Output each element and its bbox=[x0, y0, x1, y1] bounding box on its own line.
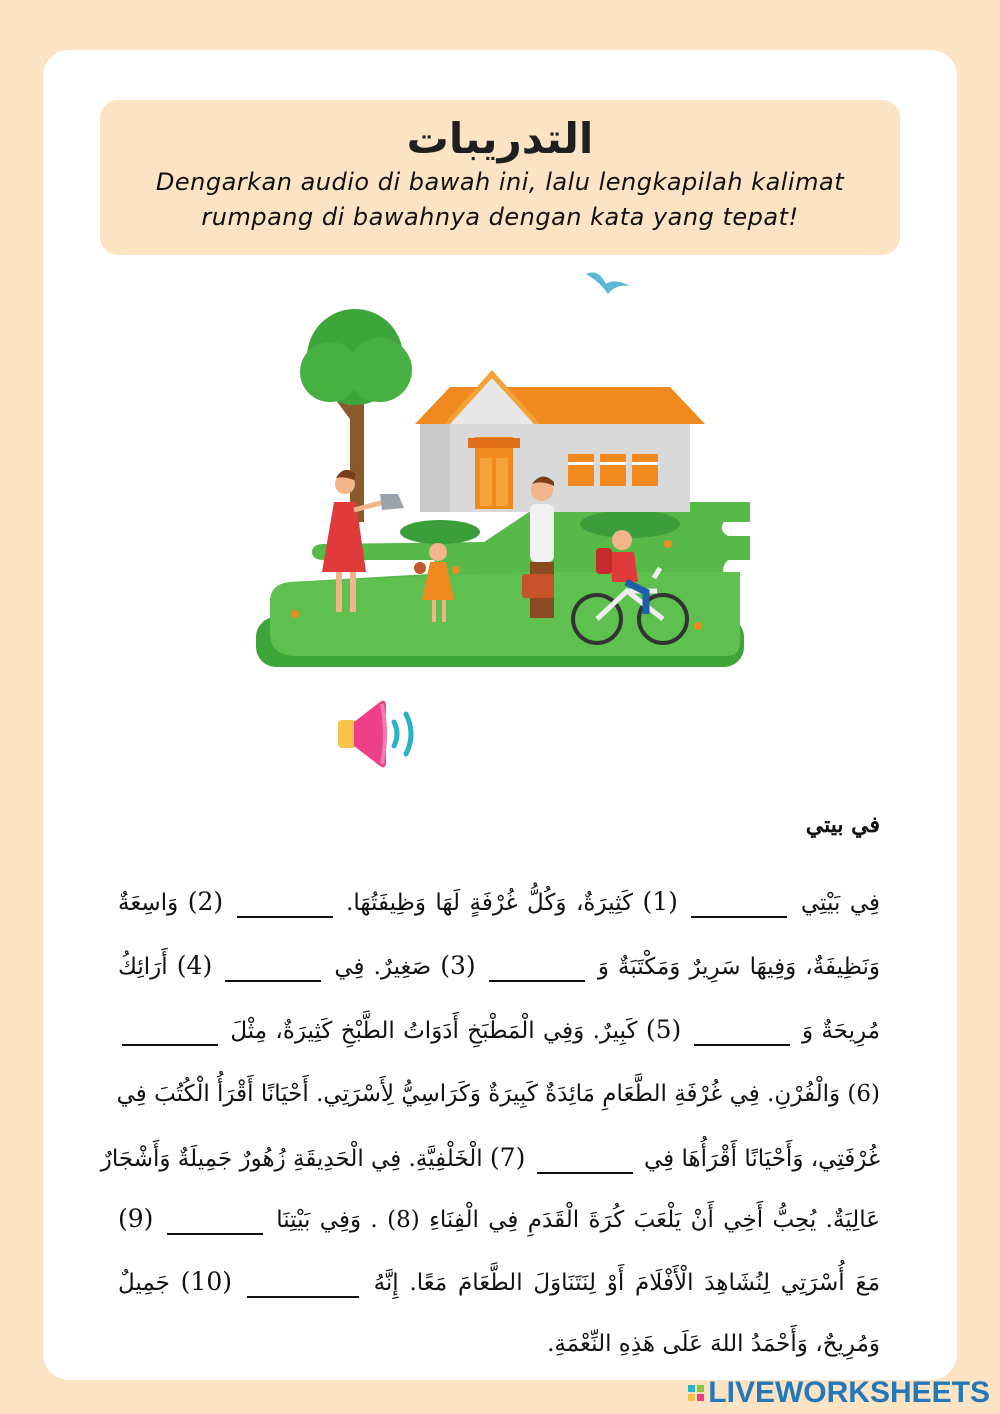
passage-text: صَغِيرٌ. فِي bbox=[334, 954, 432, 980]
blank-number: (10) bbox=[180, 1267, 232, 1296]
blank-6-input[interactable] bbox=[122, 1018, 218, 1046]
instruction-line-2: rumpang di bawahnya dengan kata yang tepat! bbox=[201, 203, 799, 231]
brand-name: LIVEWORKSHEETS bbox=[708, 1376, 990, 1409]
blank-number: (7) bbox=[489, 1143, 526, 1172]
passage-line bbox=[118, 944, 880, 988]
blank-4-input[interactable] bbox=[225, 954, 321, 982]
blank-5-input[interactable] bbox=[694, 1018, 790, 1046]
passage-text: وَاسِعَةٌ bbox=[118, 890, 179, 916]
passage-line bbox=[118, 1322, 880, 1366]
passage-text: كَبِيرٌ. وَفِي الْمَطْبَخِ أَدَوَاتُ الطَّبْخِ كَثِيرَةٌ، مِثْلَ bbox=[230, 1018, 638, 1044]
blank-number: (1) bbox=[642, 887, 678, 916]
blank-number: (5) bbox=[645, 1015, 682, 1044]
passage-text: عَالِيَةٌ. يُحِبُّ أَخِي أَنْ يَلْعَبَ كُرَةَ الْقَدَمِ فِي الْفِنَاءِ (8) . وَفِي بَيْتِنَا bbox=[276, 1207, 880, 1233]
passage-line bbox=[118, 1072, 880, 1116]
blank-3-input[interactable] bbox=[489, 954, 585, 982]
instruction-text bbox=[140, 165, 860, 235]
passage-text: جَمِيلٌ bbox=[118, 1270, 170, 1296]
blank-1-input[interactable] bbox=[691, 890, 787, 918]
passage-title: في بيتي bbox=[805, 812, 880, 838]
passage-text: وَمُرِيحٌ، وَأَحْمَدُ اللهَ عَلَى هَذِهِ النِّعْمَةِ. bbox=[547, 1331, 880, 1357]
passage-text: وَنَظِيفَةٌ، وَفِيهَا سَرِيرٌ وَمَكْتَبَةٌ وَ bbox=[597, 954, 881, 980]
passage-text: أَرَائِكُ bbox=[118, 954, 168, 980]
house-family-illustration bbox=[250, 262, 750, 682]
passage-text: (6) وَالْفُرْنِ. فِي غُرْفَةِ الطَّعَامِ مَائِدَةٌ كَبِيرَةٌ وَكَرَاسِيُّ لِأَسْرَتِي. أَحْيَانًا أَقْرَأُ الْكُتُبَ فِي bbox=[116, 1081, 880, 1107]
passage-line bbox=[118, 1197, 880, 1241]
instruction-line-1: Dengarkan audio di bawah ini, lalu lengkapilah kalimat bbox=[155, 168, 845, 196]
logo-icon bbox=[688, 1385, 704, 1401]
page-title: التدريبات bbox=[406, 114, 594, 163]
instruction-header bbox=[100, 100, 900, 255]
passage-text: غُرْفَتِي، وَأَحْيَانًا أَقْرَأُهَا فِي bbox=[643, 1146, 880, 1172]
blank-number: (3) bbox=[440, 951, 476, 980]
passage-line bbox=[118, 1008, 880, 1052]
passage-line bbox=[118, 880, 880, 924]
blank-2-input[interactable] bbox=[237, 890, 333, 918]
liveworksheets-logo bbox=[688, 1378, 990, 1408]
passage-text: كَثِيرَةٌ، وَكُلُّ غُرْفَةٍ لَهَا وَظِيفَتُهَا. bbox=[346, 890, 633, 916]
blank-8-input[interactable] bbox=[167, 1207, 263, 1235]
passage-text: مَعَ أُسْرَتِي لِنُشَاهِدَ الْأَفْلَامَ أَوْ لِنَتَنَاوَلَ الطَّعَامَ مَعًا. إِنَّهُ bbox=[373, 1270, 881, 1296]
passage-text: الْخَلْفِيَّةِ. فِي الْحَدِيقَةِ زُهُورٌ جَمِيلَةٌ وَأَشْجَارٌ bbox=[100, 1146, 483, 1172]
blank-7-input[interactable] bbox=[537, 1146, 633, 1174]
passage-line bbox=[118, 1260, 880, 1304]
passage-text: مُرِيحَةٌ وَ bbox=[801, 1018, 881, 1044]
passage-line bbox=[100, 1136, 880, 1180]
blank-number: (9) bbox=[118, 1204, 154, 1233]
blank-number: (4) bbox=[176, 951, 213, 980]
blank-9-input[interactable] bbox=[247, 1270, 359, 1298]
passage-text: فِي بَيْتِي bbox=[800, 890, 880, 916]
blank-number: (2) bbox=[187, 887, 224, 916]
speaker-icon[interactable] bbox=[334, 698, 426, 770]
